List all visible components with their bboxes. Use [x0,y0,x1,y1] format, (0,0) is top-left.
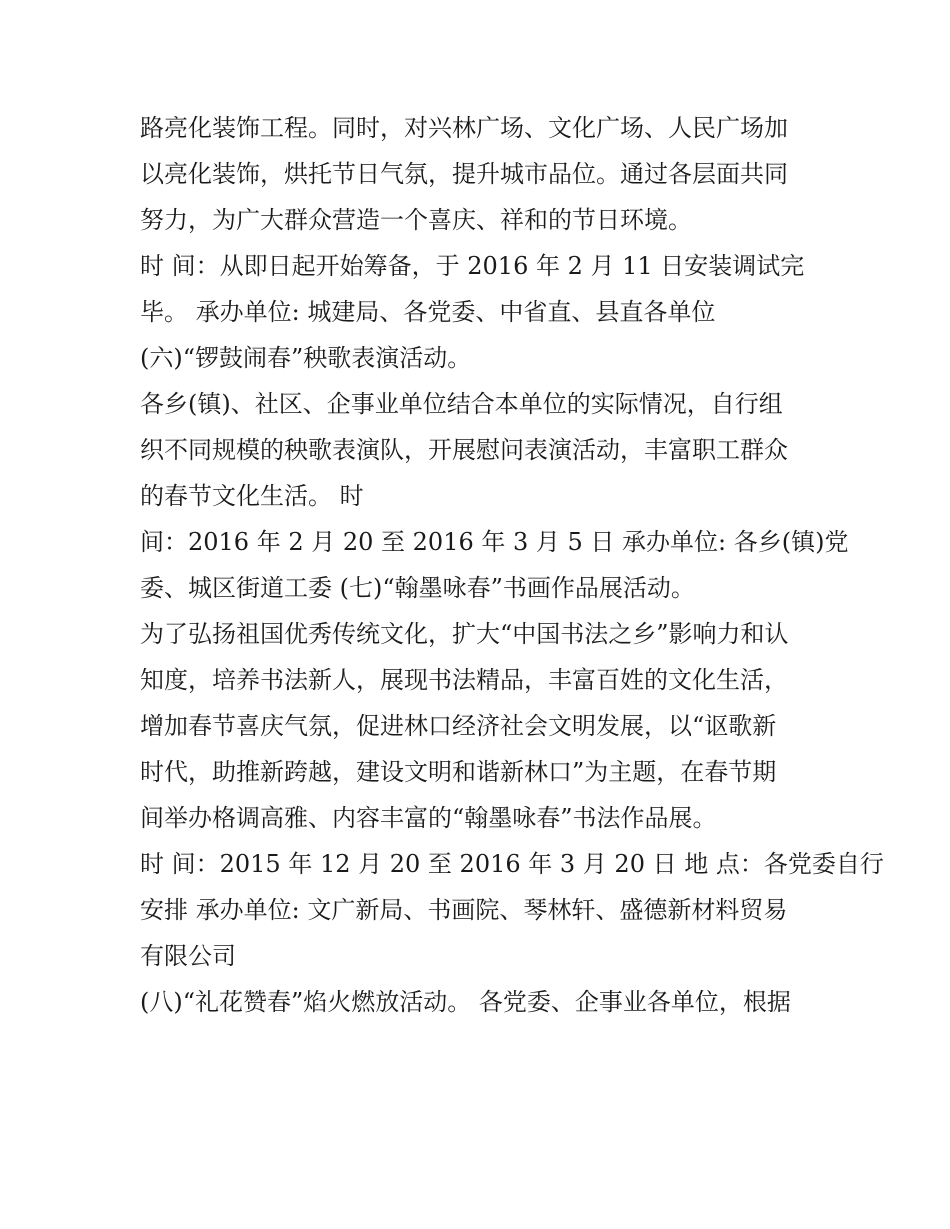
text-line: 毕。 承办单位: 城建局、各党委、中省直、县直各单位 [140,298,716,326]
section-heading: (六)“锣鼓闹春”秧歌表演活动。 [140,344,472,372]
text-line: 增加春节喜庆气氛，促进林口经济社会文明发展，以“讴歌新 [140,712,777,740]
section-heading: (八)“礼花赞春”焰火燃放活动。 各党委、企事业各单位，根据 [140,988,791,1016]
text-line: 时 间：从即日起开始筹备，于 2016 年 2 月 11 日安装调试完 [140,252,805,280]
text-line: 织不同规模的秧歌表演队，开展慰问表演活动，丰富职工群众 [140,436,788,464]
text-line: 知度，培养书法新人，展现书法精品，丰富百姓的文化生活， [140,666,788,694]
text-line: 以亮化装饰，烘托节日气氛，提升城市品位。通过各层面共同 [140,160,788,188]
text-line: 时 间：2015 年 12 月 20 至 2016 年 3 月 20 日 地 点：各党委自行 [140,850,884,878]
text-line: 时代，助推新跨越，建设文明和谐新林口”为主题，在春节期 [140,758,777,786]
text-line: 委、城区街道工委 (七)“翰墨咏春”书画作品展活动。 [140,574,695,602]
text-line: 间：2016 年 2 月 20 至 2016 年 3 月 5 日 承办单位: 各乡(镇)党 [140,528,849,556]
text-line: 间举办格调高雅、内容丰富的“翰墨咏春”书法作品展。 [140,804,717,832]
text-line: 路亮化装饰工程。同时，对兴林广场、文化广场、人民广场加 [140,114,788,142]
text-line: 安排 承办单位: 文广新局、书画院、琴林轩、盛德新材料贸易 [140,896,788,924]
text-line: 努力，为广大群众营造一个喜庆、祥和的节日环境。 [140,206,692,234]
text-line: 有限公司 [140,942,236,970]
text-line: 的春节文化生活。 时 [140,482,364,510]
text-line: 为了弘扬祖国优秀传统文化，扩大“中国书法之乡”影响力和认 [140,620,789,648]
text-line: 各乡(镇)、社区、企事业单位结合本单位的实际情况，自行组 [140,390,783,418]
